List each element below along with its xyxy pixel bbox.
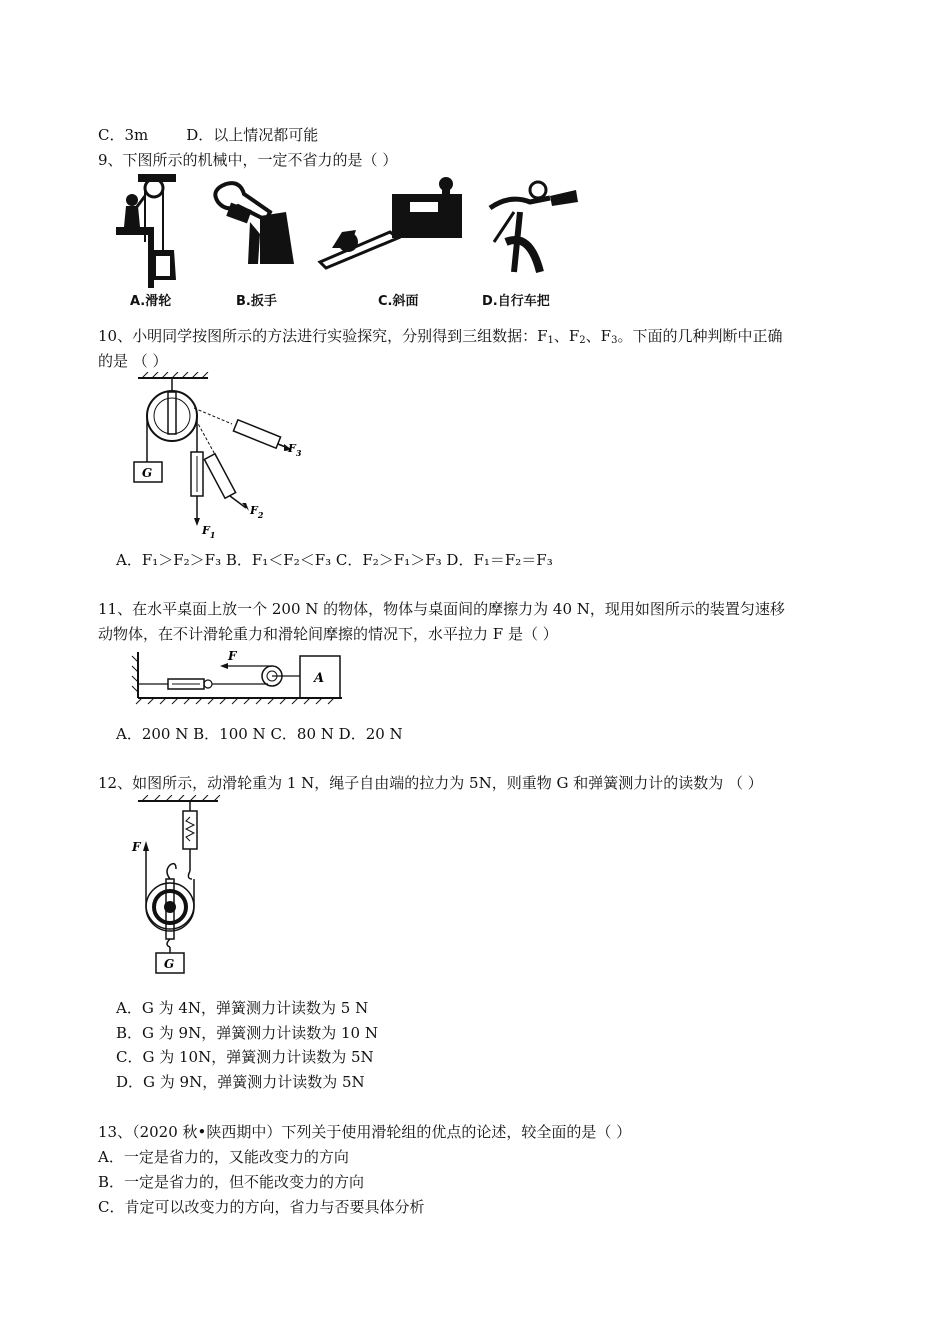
q8-option-c: C．3m <box>98 126 149 144</box>
q12-force-label: F <box>132 840 141 854</box>
q11-stem-line1: 11、在水平桌面上放一个 200 N 的物体，物体与桌面间的摩擦力为 40 N，现用如图所示的装置匀速移 <box>98 600 785 618</box>
q11-stem-line2: 动物体，在不计滑轮重力和滑轮间摩擦的情况下，水平拉力 F 是（ ） <box>98 625 558 643</box>
q10-options: A．F₁＞F₂＞F₃ B．F₁＜F₂＜F₃ C．F₂＞F₁＞F₃ D．F₁＝F₂＝F₃ <box>116 551 553 569</box>
q10-stem-line2: 的是 （ ） <box>98 352 168 370</box>
q12-stem: 12、如图所示，动滑轮重为 1 N，绳子自由端的拉力为 5N，则重物 G 和弹簧测力计的读数为 （ ） <box>98 774 763 792</box>
q10-stem-line1: 10、小明同学按图所示的方法进行实验探究，分别得到三组数据：$F_1$、$F_2$、$F_3$。下面的几种判断中正确 <box>98 327 783 346</box>
q9-incline-image <box>320 177 462 268</box>
q12-option-a: A．G 为 4N，弹簧测力计读数为 5 N <box>116 999 369 1017</box>
q9-label-d: D.自行车把 <box>482 294 550 309</box>
q12-option-d: D．G 为 9N，弹簧测力计读数为 5N <box>116 1073 365 1091</box>
q13-option-c: C．肯定可以改变力的方向，省力与否要具体分析 <box>98 1198 425 1216</box>
q11-force-label: F <box>228 649 237 663</box>
q8-options <box>98 125 318 145</box>
q10-figure <box>128 372 318 542</box>
q9-stem: 9、下图所示的机械中，一定不省力的是（ ） <box>98 151 398 169</box>
q9-label-b: B.扳手 <box>236 294 277 309</box>
q13-option-a: A．一定是省力的，又能改变力的方向 <box>98 1148 349 1166</box>
q11-figure <box>128 646 348 706</box>
q9-label-a: A.滑轮 <box>130 294 172 309</box>
svg-text:F3: $F_3$ <box>288 442 302 458</box>
q13-option-b: B．一定是省力的，但不能改变力的方向 <box>98 1173 365 1191</box>
q12-weight-label: G <box>164 957 175 971</box>
q9-pulley-image <box>116 174 176 288</box>
q12-option-c: C．G 为 10N，弹簧测力计读数为 5N <box>116 1048 374 1066</box>
q11-options: A．200 N B．100 N C．80 N D．20 N <box>116 725 403 743</box>
q13-stem: 13、（2020 秋•陕西期中）下列关于使用滑轮组的优点的论述，较全面的是（ ） <box>98 1123 632 1141</box>
q11-block-label: A <box>314 671 325 686</box>
q12-option-b: B．G 为 9N，弹簧测力计读数为 10 N <box>116 1024 378 1042</box>
q9-bicycle-handle-image <box>490 182 578 272</box>
q12-figure <box>128 795 238 975</box>
q10-weight-label: G <box>142 466 153 480</box>
q8-option-d: D．以上情况都可能 <box>186 126 319 144</box>
q9-wrench-image <box>215 183 294 264</box>
q9-label-c: C.斜面 <box>378 294 419 309</box>
svg-text:F2: $F_2$ <box>250 504 264 520</box>
svg-text:F1: $F_1$ <box>202 524 216 540</box>
